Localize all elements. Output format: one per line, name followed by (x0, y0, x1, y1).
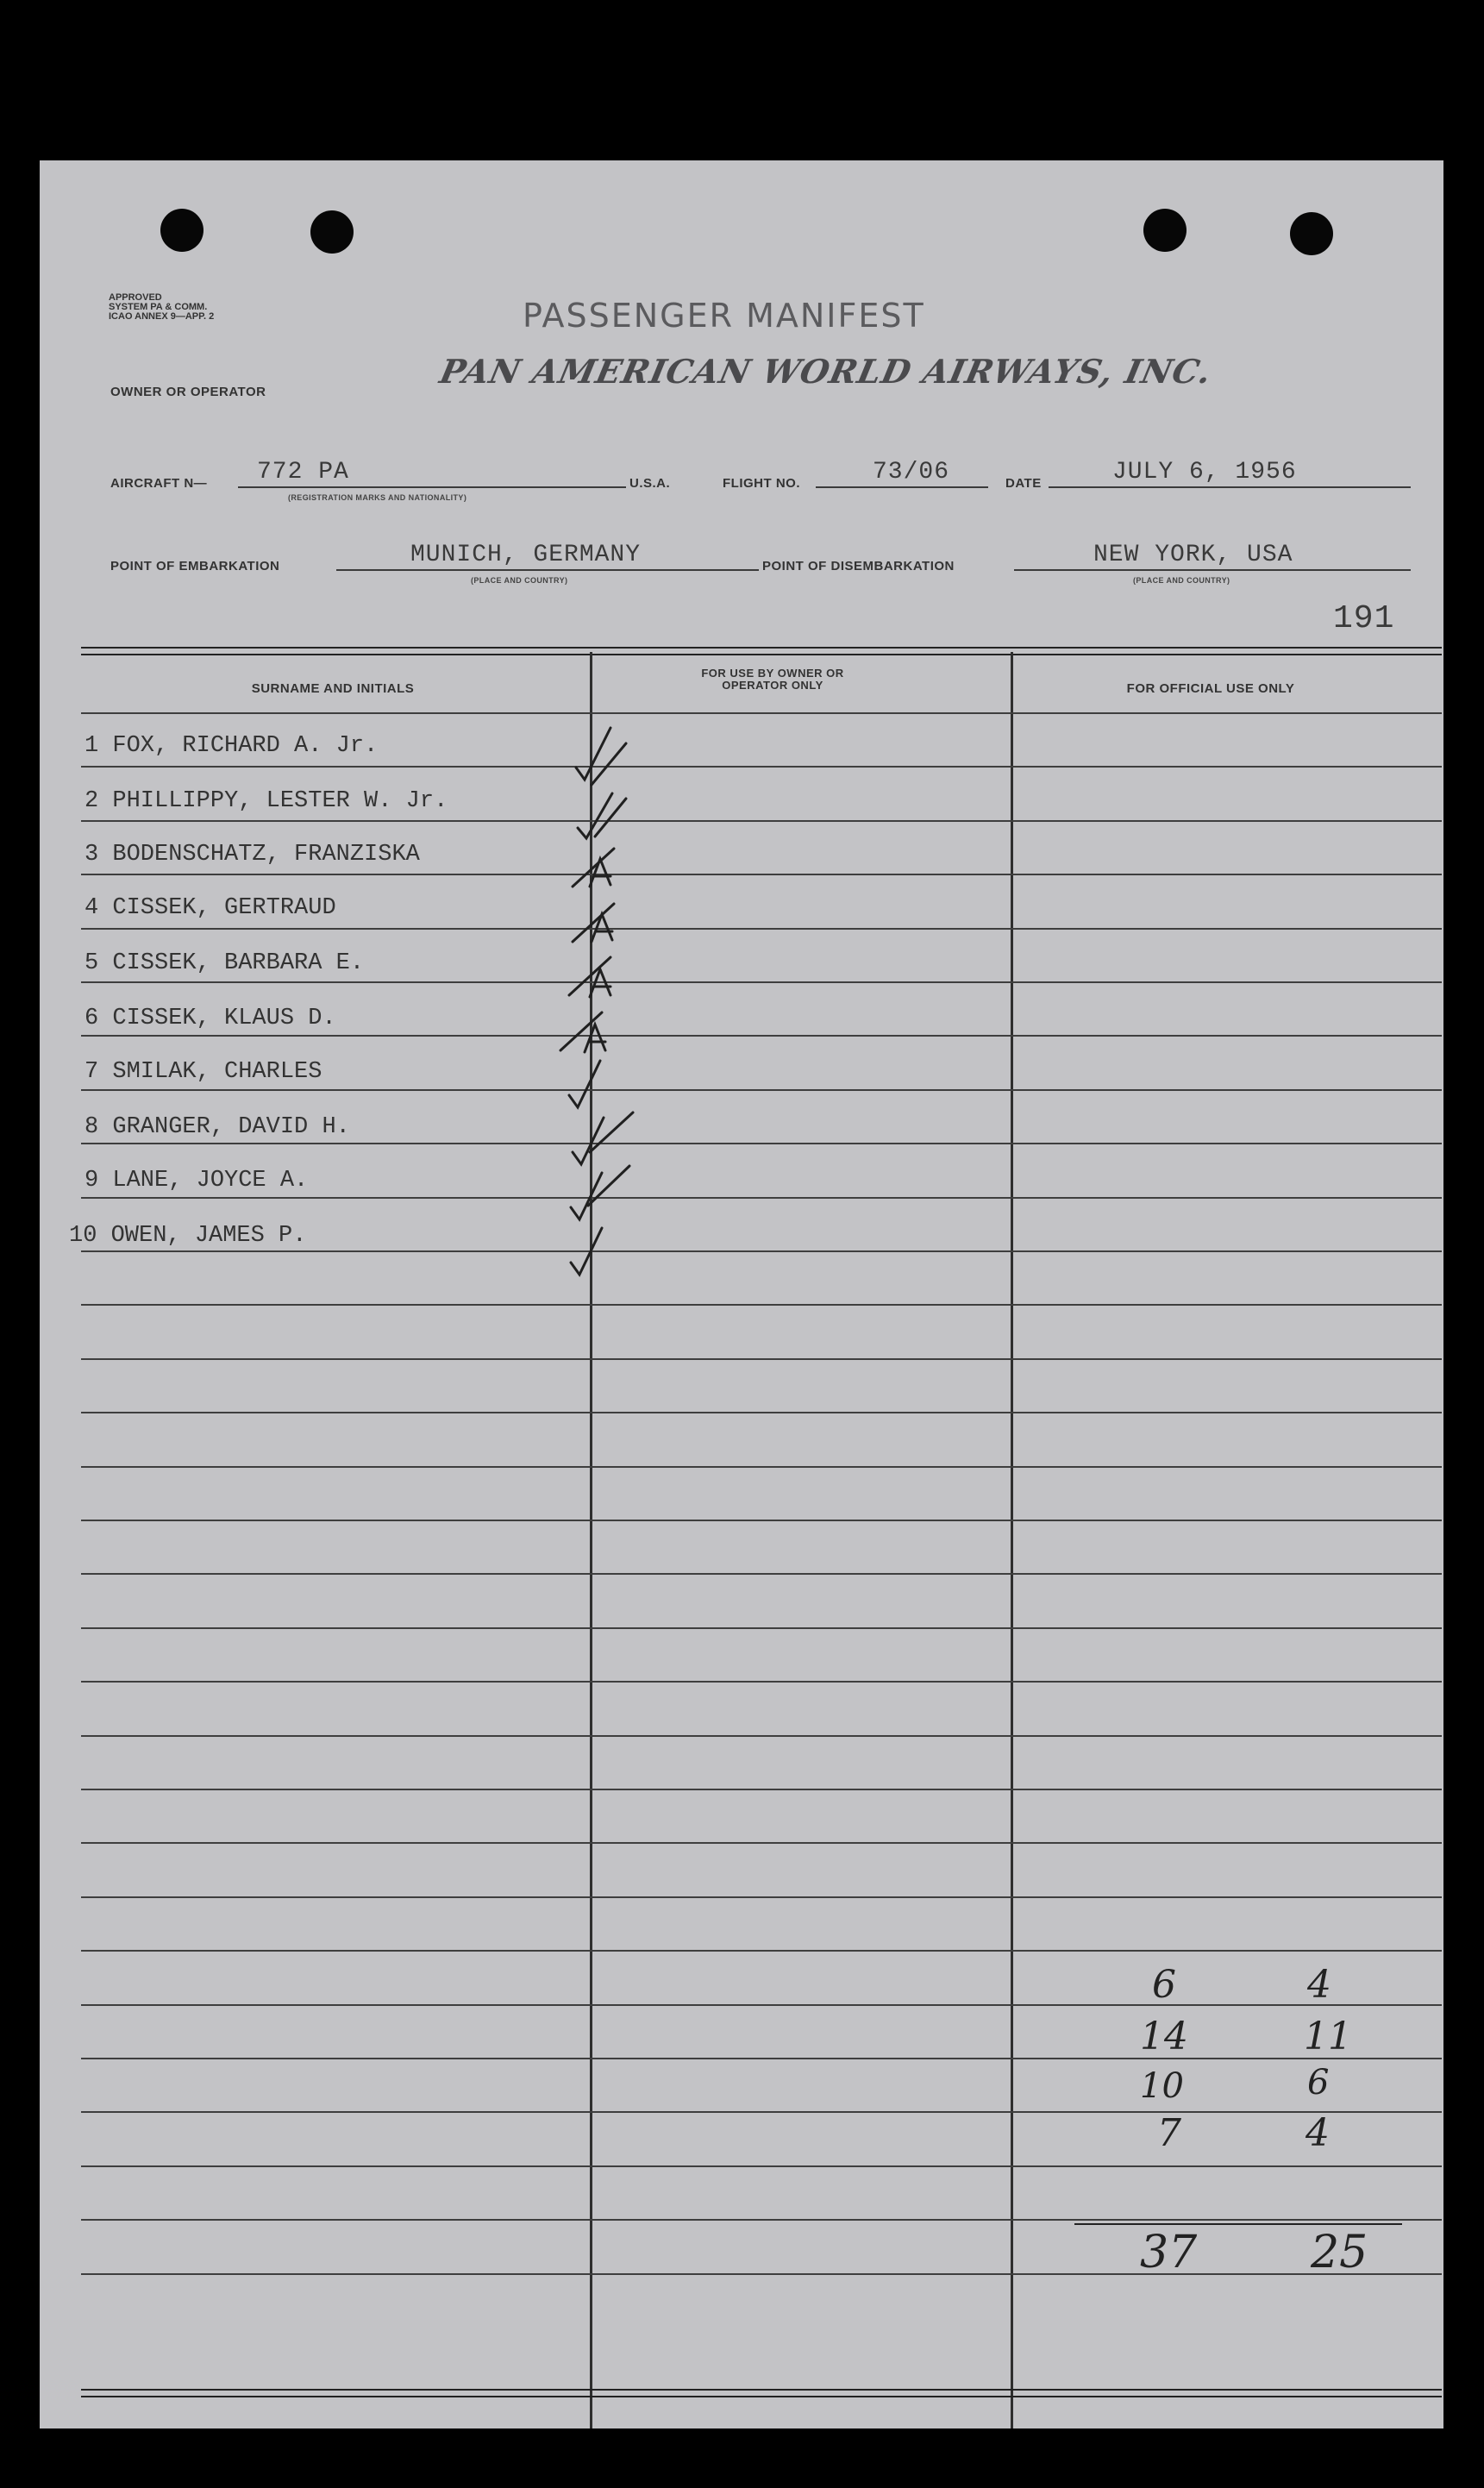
passenger-name: CISSEK, BARBARA E. (112, 950, 365, 976)
tally-total-left: 37 (1140, 2227, 1198, 2278)
embark-label: POINT OF EMBARKATION (110, 559, 280, 573)
table-row-rule (81, 1250, 1442, 1252)
table-row-rule (81, 766, 1442, 768)
passenger-row (85, 842, 420, 868)
check-marks (523, 664, 678, 1285)
tally-left: 6 (1152, 1963, 1176, 2007)
passenger-number: 10 (69, 1223, 97, 1249)
table-row-rule (81, 2219, 1442, 2221)
passenger-number: 7 (85, 1059, 99, 1085)
embark-value: MUNICH, GERMANY (410, 542, 642, 568)
table-row-rule (81, 2273, 1442, 2275)
check-mark (569, 1061, 600, 1107)
passenger-name: GRANGER, DAVID H. (112, 1114, 350, 1140)
aircraft-label: AIRCRAFT N— (110, 476, 208, 491)
approval-line: SYSTEM PA & COMM. (109, 302, 208, 312)
passenger-name: LANE, JOYCE A. (112, 1168, 309, 1194)
tally-right: 4 (1307, 1963, 1331, 2007)
passenger-number: 8 (85, 1114, 99, 1140)
table-row-rule (81, 981, 1442, 983)
owner-name: PAN AMERICAN WORLD AIRWAYS, INC. (436, 352, 1216, 391)
passenger-number: 4 (85, 895, 99, 921)
date-value: JULY 6, 1956 (1112, 459, 1297, 486)
column-divider (1011, 652, 1013, 2428)
disembark-note: (PLACE AND COUNTRY) (1133, 576, 1230, 585)
flight-label: FLIGHT NO. (723, 476, 800, 491)
flight-underline (816, 486, 988, 488)
table-row-rule (81, 2058, 1442, 2059)
table-top-rule (81, 654, 1442, 655)
tally-left: 7 (1157, 2111, 1181, 2155)
column-header-operator: FOR USE BY OWNER OR OPERATOR ONLY (701, 667, 844, 692)
punch-hole (1290, 212, 1333, 255)
table-row-rule (81, 1197, 1442, 1199)
tally-right: 6 (1307, 2063, 1330, 2103)
punch-hole (1143, 209, 1187, 252)
table-row-rule (81, 2111, 1442, 2113)
tally-total-right: 25 (1311, 2227, 1368, 2278)
check-mark (592, 914, 612, 942)
disembark-value: NEW YORK, USA (1093, 542, 1293, 568)
tally-right: 11 (1304, 2015, 1352, 2059)
check-mark (578, 793, 612, 838)
manifest-sheet (40, 160, 1443, 2428)
passenger-row (85, 788, 448, 814)
table-bottom-rule (81, 2389, 1442, 2391)
aircraft-underline (238, 486, 626, 488)
tally-sum-line (1074, 2223, 1402, 2225)
table-row-rule (81, 1520, 1442, 1521)
table-row-rule (81, 928, 1442, 930)
usa-label: U.S.A. (629, 476, 671, 491)
passenger-name: BODENSCHATZ, FRANZISKA (112, 842, 420, 868)
tally-right: 4 (1306, 2111, 1330, 2155)
passenger-row (69, 1223, 306, 1249)
table-row-rule (81, 2165, 1442, 2167)
table-row-rule (81, 1035, 1442, 1037)
passenger-number: 2 (85, 788, 99, 814)
passenger-number: 5 (85, 950, 99, 976)
table-row-rule (81, 1735, 1442, 1737)
check-mark (590, 859, 611, 887)
table-bottom-rule (81, 2396, 1442, 2397)
flight-value: 73/06 (873, 459, 950, 486)
passenger-row (85, 895, 336, 921)
passenger-row (85, 950, 364, 976)
check-mark (573, 1118, 604, 1164)
approval-line: APPROVED (109, 292, 162, 303)
table-row-rule (81, 1573, 1442, 1575)
table-row-rule (81, 1304, 1442, 1306)
embark-underline (336, 569, 759, 571)
table-row-rule (81, 1143, 1442, 1144)
aircraft-value: 772 PA (257, 459, 349, 486)
disembark-label: POINT OF DISEMBARKATION (762, 559, 955, 573)
table-top-rule (81, 647, 1442, 649)
check-mark (571, 1228, 602, 1275)
passenger-number: 9 (85, 1168, 99, 1194)
date-label: DATE (1005, 476, 1042, 491)
table-row-rule (81, 1466, 1442, 1468)
check-mark (592, 743, 626, 785)
passenger-row (85, 1006, 336, 1031)
table-row-rule (81, 2004, 1442, 2006)
passenger-row (85, 1168, 308, 1194)
passenger-number: 6 (85, 1006, 99, 1031)
table-row-rule (81, 1627, 1442, 1629)
table-row-rule (81, 1950, 1442, 1952)
approval-stamp (109, 293, 214, 322)
passenger-row (85, 1114, 350, 1140)
date-underline (1049, 486, 1411, 488)
disembark-underline (1014, 569, 1411, 571)
table-row-rule (81, 874, 1442, 875)
passenger-number: 1 (85, 733, 99, 759)
check-mark (560, 1012, 602, 1050)
table-row-rule (81, 1896, 1442, 1898)
passenger-name: CISSEK, GERTRAUD (112, 895, 336, 921)
passenger-row (85, 733, 378, 759)
passenger-number: 3 (85, 842, 99, 868)
passenger-name: FOX, RICHARD A. Jr. (112, 733, 379, 759)
manifest-title: PASSENGER MANIFEST (523, 297, 925, 335)
table-row-rule (81, 1681, 1442, 1683)
table-row-rule (81, 820, 1442, 822)
table-row-rule (81, 1842, 1442, 1844)
passenger-name: CISSEK, KLAUS D. (112, 1006, 336, 1031)
check-mark (576, 728, 611, 780)
check-mark (585, 1025, 605, 1052)
table-row-rule (81, 712, 1442, 714)
aircraft-note: (REGISTRATION MARKS AND NATIONALITY) (288, 493, 467, 502)
column-header-surname: SURNAME AND INITIALS (251, 681, 415, 696)
passenger-name: OWEN, JAMES P. (110, 1223, 307, 1249)
tally-left: 14 (1140, 2015, 1188, 2059)
column-header-official: FOR OFFICIAL USE ONLY (1126, 681, 1295, 696)
table-row-rule (81, 1789, 1442, 1790)
embark-note: (PLACE AND COUNTRY) (471, 576, 568, 585)
table-row-rule (81, 1358, 1442, 1360)
punch-hole (310, 210, 354, 254)
table-row-rule (81, 1412, 1442, 1413)
tally-left: 10 (1140, 2066, 1184, 2106)
passenger-name: PHILLIPPY, LESTER W. Jr. (112, 788, 448, 814)
owner-label: OWNER OR OPERATOR (110, 385, 266, 399)
approval-line: ICAO ANNEX 9—APP. 2 (109, 311, 215, 322)
passenger-row (85, 1059, 322, 1085)
table-row-rule (81, 1089, 1442, 1091)
passenger-name: SMILAK, CHARLES (112, 1059, 322, 1085)
page-number: 191 (1333, 600, 1395, 637)
punch-hole (160, 209, 204, 252)
